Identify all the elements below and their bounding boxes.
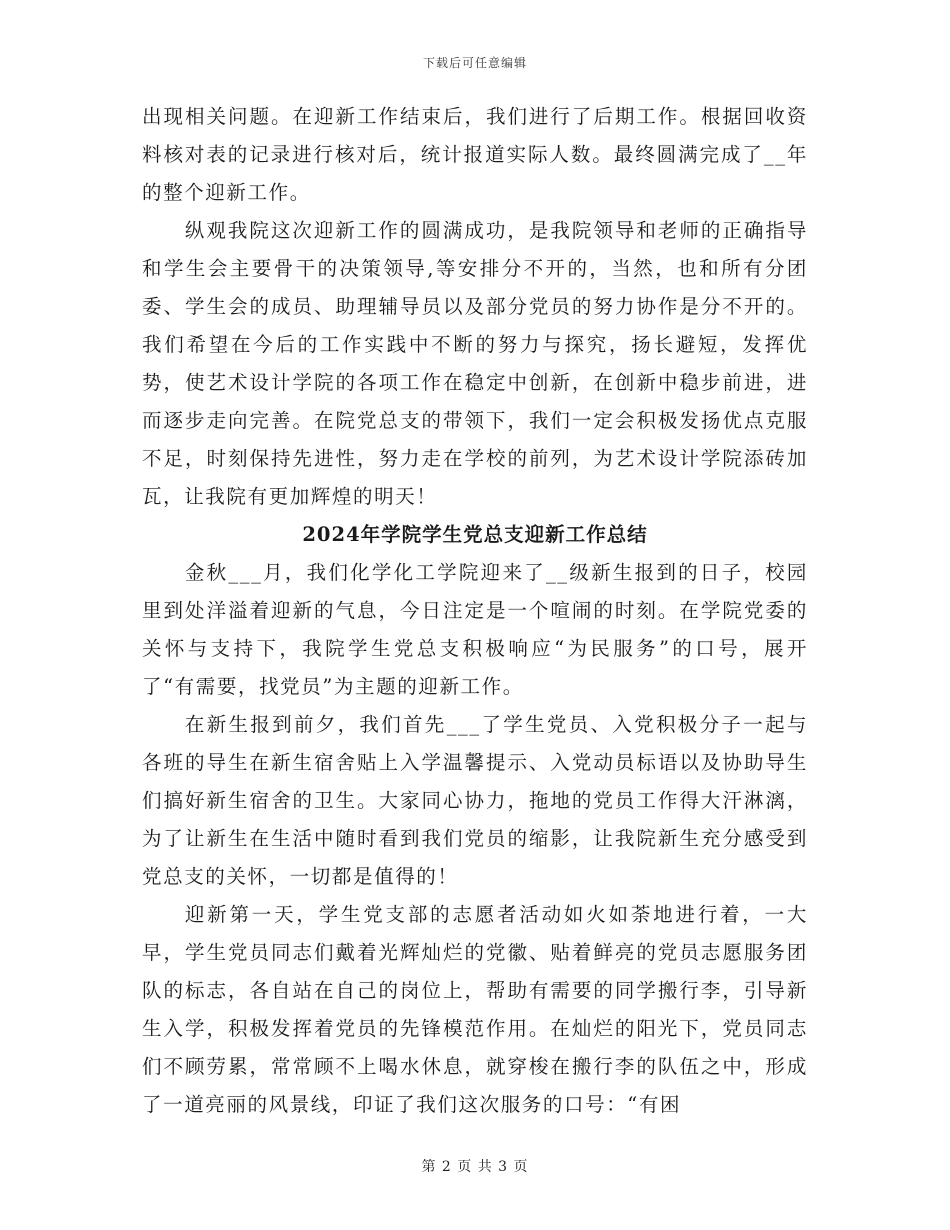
paragraph-first-day: 迎新第一天，学生党支部的志愿者活动如火如荼地进行着，一大早，学生党员同志们戴着光辉灿烂的党徽、贴着鲜亮的党员志愿服务团队的标志，各自站在自己的岗位上，帮助有需要的同学搬行李，引导新生入学，积极发挥着党员的先锋模范作用。在灿烂的阳光下，党员同志们不顾劳累，常常顾不上喝水休息，就穿梭在搬行李的队伍之中，形成了一道亮丽的风景线，印证了我们这次服务的口号：“有困 [142,903,808,1116]
paragraph-summary: 纵观我院这次迎新工作的圆满成功，是我院领导和老师的正确指导和学生会主要骨干的决策领导,等安排分不开的，当然，也和所有分团委、学生会的成员、助理辅导员以及部分党员的努力协作是分不开的。我们希望在今后的工作实践中不断的努力与探究，扬长避短，发挥优势，使艺术设计学院的各项工作在稳定中创新，在创新中稳步前进，进而逐步走向完善。在院党总支的带领下，我们一定会积极发扬优点克服不足，时刻保持先进性，努力走在学校的前列，为艺术设计学院添砖加瓦，让我院有更加辉煌的明天！ [142,219,808,508]
paragraph-continuation: 出现相关问题。在迎新工作结束后，我们进行了后期工作。根据回收资料核对表的记录进行核对后，统计报道实际人数。最终圆满完成了__年的整个迎新工作。 [142,105,808,204]
paragraph-preparation: 在新生报到前夕，我们首先___了学生党员、入党积极分子一起与各班的导生在新生宿舍贴上入学温馨提示、入党动员标语以及协助导生们搞好新生宿舍的卫生。大家同心协力，拖地的党员工作得大汗淋漓，为了让新生在生活中随时看到我们党员的缩影，让我院新生充分感受到党总支的关怀，一切都是值得的！ [142,713,808,888]
page-footer: 第 2 页 共 3 页 [421,1159,529,1175]
paragraph-intro: 金秋___月，我们化学化工学院迎来了__级新生报到的日子，校园里到处洋溢着迎新的气息，今日注定是一个喧闹的时刻。在学院党委的关怀与支持下，我院学生党总支积极响应“为民服务”的口号，展开了“有需要，找党员”为主题的迎新工作。 [142,561,808,698]
page-header: 下载后可任意编辑 [422,56,527,70]
document-body [142,98,808,1124]
section-title: 2024年学院学生党总支迎新工作总结 [302,523,648,546]
